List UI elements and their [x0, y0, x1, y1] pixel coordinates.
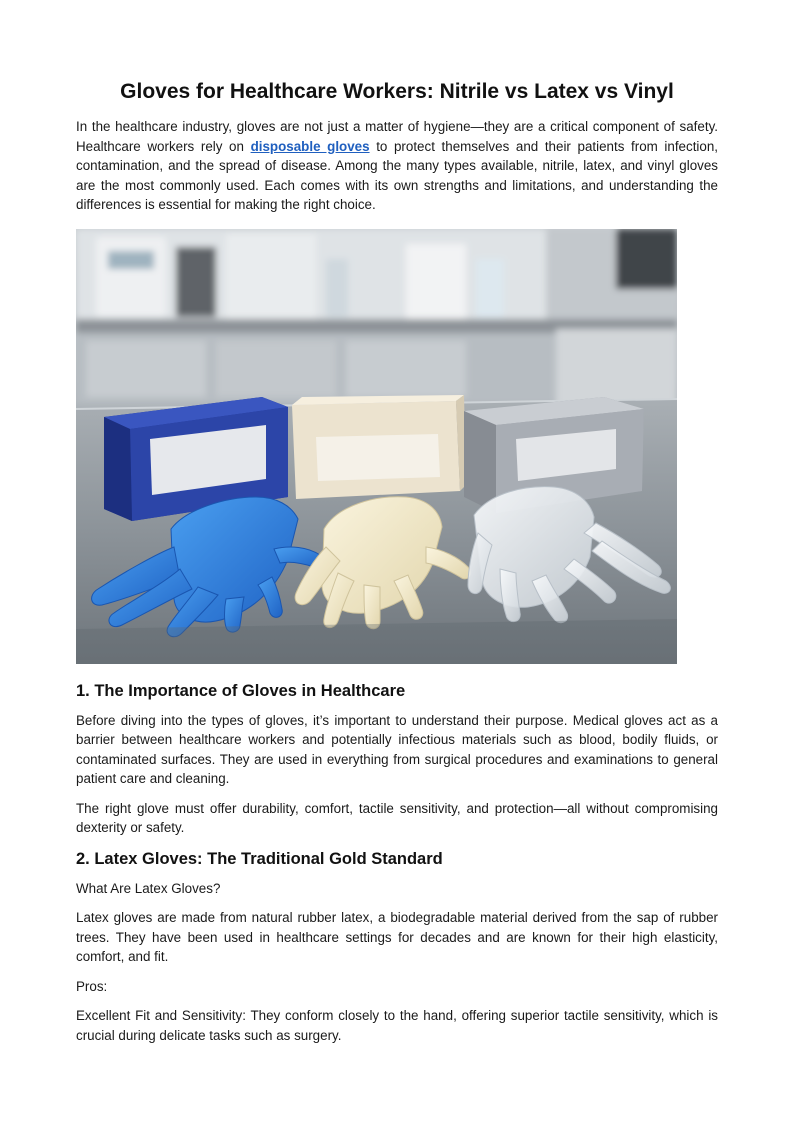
section1-paragraph-1: Before diving into the types of gloves, it’s important to understand their purpose. Medical gloves act as a barrier between healthcare workers and potentially infectious materials such as blood, bodily fluids, or contaminated surfaces. They are used in everything from surgical procedures and examinations to general patient care and cleaning. [76, 712, 718, 786]
gloves-photo [76, 229, 677, 664]
intro-text-after: to protect themselves and their patients from infection, contamination, and the spread of disease. Among the many types available, nitrile, latex, and vinyl gloves are the most commonly used. Each comes with its own strengths and limitations, and understanding the differences is essential for making the right choice. [76, 138, 719, 212]
page-title: Gloves for Healthcare Workers: Nitrile vs Latex vs Vinyl [120, 80, 674, 103]
cream-glove-box [292, 395, 466, 499]
latex-pro-1: Excellent Fit and Sensitivity: They conform closely to the hand, offering superior tactile sensitivity, which is crucial during delicate tasks such as surgery. [76, 1008, 718, 1043]
section-heading-latex: 2. Latex Gloves: The Traditional Gold Standard [76, 849, 443, 868]
intro-paragraph [76, 117, 718, 215]
latex-paragraph-1: Latex gloves are made from natural rubber latex, a biodegradable material derived from the sap of rubber trees. They have been used in healthcare settings for decades and are known for their high elasticity, comfort, and fit. [76, 910, 718, 964]
intro-text-before: In the healthcare industry, gloves are not just a matter of hygiene—they are a critical component of safety. Healthcare workers rely on [76, 119, 718, 154]
document-page [76, 0, 718, 1045]
section-heading-importance: 1. The Importance of Gloves in Healthcare [76, 681, 406, 700]
disposable-gloves-link[interactable]: disposable gloves [250, 138, 370, 154]
pros-label: Pros: [76, 978, 108, 994]
section1-paragraph-2: The right glove must offer durability, comfort, tactile sensitivity, and protection—all without compromising dexterity or safety. [76, 800, 718, 835]
latex-subheading: What Are Latex Gloves? [76, 880, 221, 896]
